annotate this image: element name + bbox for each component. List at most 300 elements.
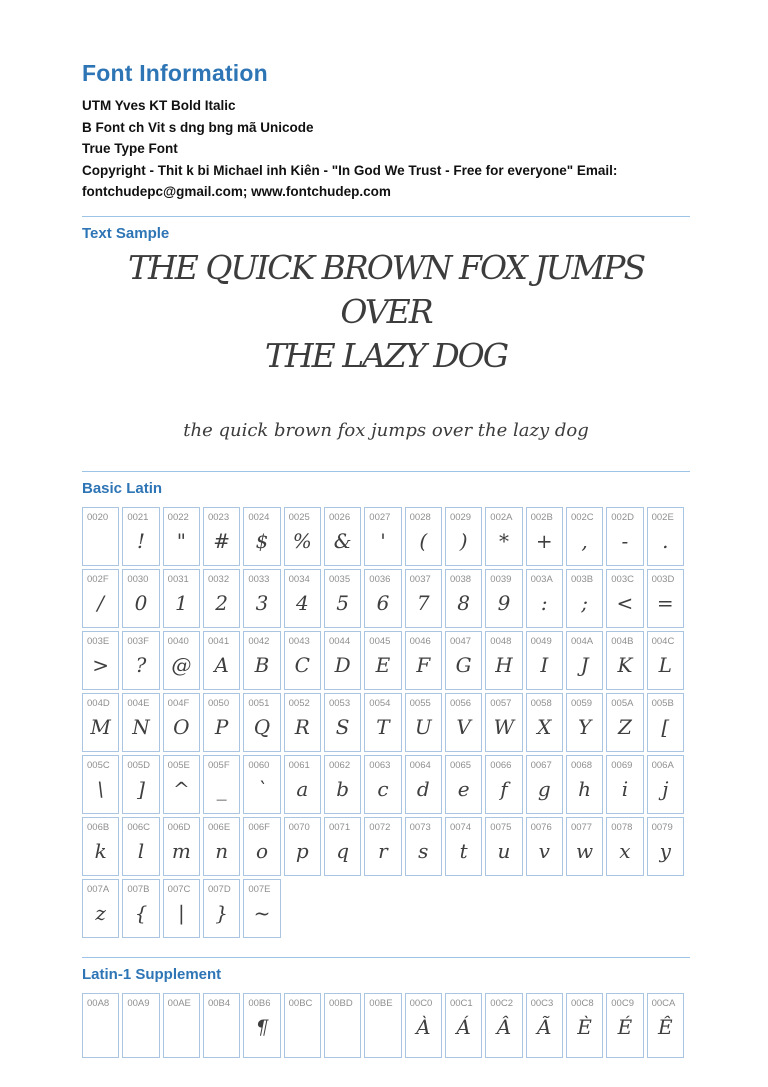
glyph-cell (122, 755, 159, 814)
codepoint-label: 0057 (490, 697, 512, 709)
codepoint-label: 002F (87, 573, 109, 585)
glyph-cell (284, 755, 321, 814)
codepoint-label: 006E (207, 821, 231, 833)
codepoint-label: 0048 (490, 635, 512, 647)
glyph: b (336, 776, 350, 801)
font-type-line: True Type Font (82, 141, 178, 156)
text-sample-heading: Text Sample (82, 224, 170, 242)
codepoint-label: 0046 (409, 635, 431, 647)
glyph: e (457, 776, 470, 801)
glyph: . (662, 528, 669, 553)
glyph: 8 (457, 590, 470, 615)
glyph-cell (122, 993, 159, 1058)
glyph: & (333, 528, 352, 553)
glyph-cell (566, 569, 603, 628)
glyph-cell (445, 993, 482, 1058)
glyph-cell (566, 631, 603, 690)
codepoint-label: 006F (248, 821, 270, 833)
codepoint-label: 0027 (369, 511, 391, 523)
glyph: Ê (657, 1014, 673, 1039)
glyph: l (137, 838, 145, 863)
glyph-cell (606, 631, 643, 690)
glyph-cell (606, 993, 643, 1058)
glyph: $ (255, 528, 269, 553)
codepoint-label: 003E (87, 635, 110, 647)
codepoint-label: 0059 (570, 697, 593, 709)
glyph-cell (324, 569, 361, 628)
glyph-cell (82, 693, 119, 752)
glyph-cell (163, 693, 200, 752)
codepoint-label: 0060 (248, 759, 270, 771)
codepoint-label: 00C3 (530, 997, 554, 1009)
codepoint-label: 00B4 (207, 997, 231, 1009)
codepoint-label: 006A (651, 759, 674, 771)
codepoint-label: 0067 (530, 759, 552, 771)
latin1-supplement-heading: Latin-1 Supplement (82, 965, 222, 983)
glyph: W (493, 714, 515, 739)
page-title: Font Information (82, 60, 268, 86)
codepoint-label: 0068 (570, 759, 593, 771)
codepoint-label: 0030 (127, 573, 149, 585)
glyph-row (82, 693, 684, 752)
glyph: V (456, 714, 471, 739)
section-divider (82, 471, 690, 472)
codepoint-label: 0072 (369, 821, 391, 833)
codepoint-label: 0035 (328, 573, 351, 585)
codepoint-label: 0023 (207, 511, 230, 523)
glyph: J (580, 652, 589, 677)
codepoint-label: 0032 (207, 573, 230, 585)
glyph-cell (526, 507, 563, 566)
codepoint-label: 0041 (207, 635, 230, 647)
glyph-cell (122, 693, 159, 752)
glyph-cell (284, 507, 321, 566)
glyph-cell (324, 693, 361, 752)
glyph-cell (364, 993, 401, 1058)
codepoint-label: 00C9 (611, 997, 634, 1009)
font-copyright-line: Copyright - Thit k bi Michael inh Kiên - "In God We Trust - Free for everyone" Email: fontchudepc@gmail.com; www.fontchudep.com (82, 162, 618, 199)
glyph: o (255, 838, 268, 863)
glyph: ] (137, 776, 145, 801)
codepoint-label: 006C (127, 821, 151, 833)
glyph: : (540, 590, 548, 615)
glyph-cell (647, 631, 684, 690)
glyph: * (498, 528, 509, 553)
glyph: k (94, 838, 107, 863)
glyph-cell (647, 817, 684, 876)
codepoint-label: 0044 (328, 635, 351, 647)
codepoint-label: 004C (651, 635, 675, 647)
glyph-cell (122, 817, 159, 876)
glyph: > (92, 652, 110, 677)
codepoint-label: 0034 (288, 573, 310, 585)
glyph: - (621, 528, 629, 553)
glyph: ; (581, 590, 588, 615)
glyph-cell (284, 631, 321, 690)
glyph: @ (171, 652, 192, 677)
section-divider (82, 216, 690, 217)
glyph: j (662, 776, 669, 801)
glyph: ) (459, 528, 468, 553)
glyph-cell (122, 569, 159, 628)
glyph-cell (324, 507, 361, 566)
glyph: d (416, 776, 430, 801)
lowercase-pangram-sample: the quick brown fox jumps over the lazy dog (183, 419, 589, 441)
codepoint-label: 0065 (449, 759, 472, 771)
glyph-cell (243, 507, 280, 566)
glyph-cell (122, 879, 159, 938)
glyph: ~ (253, 900, 271, 925)
codepoint-label: 0052 (288, 697, 310, 709)
glyph-row (82, 993, 684, 1058)
glyph: H (495, 652, 513, 677)
codepoint-label: 002C (570, 511, 594, 523)
glyph-cell (405, 507, 442, 566)
codepoint-label: 0055 (409, 697, 431, 709)
glyph-cell (284, 817, 321, 876)
glyph: È (577, 1014, 592, 1039)
glyph-cell (526, 569, 563, 628)
glyph: É (617, 1014, 633, 1039)
glyph: U (414, 714, 432, 739)
glyph-cell (445, 693, 482, 752)
glyph: Á (456, 1014, 471, 1039)
glyph-row (82, 879, 684, 938)
glyph-cell (445, 755, 482, 814)
glyph-cell (243, 569, 280, 628)
codepoint-label: 004A (570, 635, 594, 647)
codepoint-label: 002B (530, 511, 553, 523)
glyph-cell (82, 755, 119, 814)
glyph: % (292, 528, 312, 553)
codepoint-label: 00AE (167, 997, 191, 1009)
glyph-cell (606, 693, 643, 752)
glyph: D (334, 652, 351, 677)
glyph-cell (405, 569, 442, 628)
glyph-cell (284, 693, 321, 752)
glyph-cell (485, 569, 522, 628)
glyph-cell (606, 817, 643, 876)
glyph: ? (135, 652, 147, 677)
glyph-cell (647, 993, 684, 1058)
glyph-cell (364, 755, 401, 814)
glyph: t (459, 838, 468, 863)
codepoint-label: 00BC (288, 997, 313, 1009)
codepoint-label: 0036 (369, 573, 391, 585)
codepoint-label: 0070 (288, 821, 310, 833)
codepoint-label: 007D (207, 883, 231, 895)
glyph: y (659, 838, 671, 863)
glyph: F (416, 652, 431, 677)
codepoint-label: 005E (167, 759, 190, 771)
uppercase-pangram-line2: THE LAZY DOG (264, 335, 508, 375)
glyph: K (617, 652, 633, 677)
glyph: c (377, 776, 389, 801)
glyph: ¶ (255, 1014, 269, 1039)
glyph-cell (647, 569, 684, 628)
glyph: 1 (174, 590, 188, 615)
glyph: / (97, 590, 105, 615)
codepoint-label: 0022 (167, 511, 189, 523)
codepoint-label: 0064 (409, 759, 431, 771)
codepoint-label: 0037 (409, 573, 431, 585)
glyph-cell (82, 993, 119, 1058)
codepoint-label: 005B (651, 697, 674, 709)
glyph-cell (163, 879, 200, 938)
glyph-cell (284, 569, 321, 628)
basic-latin-table (79, 504, 687, 941)
codepoint-label: 003A (530, 573, 553, 585)
codepoint-label: 0033 (248, 573, 270, 585)
glyph-cell (566, 755, 603, 814)
codepoint-label: 00C8 (570, 997, 594, 1009)
codepoint-label: 00CA (651, 997, 676, 1009)
codepoint-label: 0078 (611, 821, 633, 833)
glyph-cell (405, 693, 442, 752)
codepoint-label: 0031 (167, 573, 189, 585)
codepoint-label: 007B (127, 883, 150, 895)
glyph-row (82, 755, 684, 814)
codepoint-label: 0066 (490, 759, 512, 771)
codepoint-label: 004E (127, 697, 150, 709)
codepoint-label: 0054 (369, 697, 391, 709)
glyph-cell (82, 569, 119, 628)
glyph-cell (606, 569, 643, 628)
glyph: _ (216, 776, 227, 801)
section-divider (82, 957, 690, 958)
codepoint-label: 007A (87, 883, 110, 895)
glyph: P (214, 714, 229, 739)
glyph: h (578, 776, 592, 801)
glyph-cell (122, 507, 159, 566)
glyph-cell (203, 631, 240, 690)
glyph: s (418, 838, 429, 863)
codepoint-label: 0043 (288, 635, 310, 647)
glyph: S (335, 714, 350, 739)
glyph-cell (364, 507, 401, 566)
glyph-cell (163, 755, 200, 814)
glyph-cell (485, 631, 522, 690)
glyph: w (576, 838, 594, 863)
codepoint-label: 0029 (449, 511, 472, 523)
glyph-cell (324, 755, 361, 814)
codepoint-label: 0061 (288, 759, 310, 771)
codepoint-label: 006D (167, 821, 191, 833)
codepoint-label: 0053 (328, 697, 351, 709)
codepoint-label: 0024 (248, 511, 270, 523)
codepoint-label: 0056 (449, 697, 472, 709)
codepoint-label: 0026 (328, 511, 351, 523)
codepoint-label: 002D (611, 511, 634, 523)
glyph: 5 (336, 590, 349, 615)
glyph: ' (380, 528, 386, 553)
glyph-cell (203, 693, 240, 752)
glyph-cell (364, 693, 401, 752)
codepoint-label: 0039 (490, 573, 512, 585)
glyph-cell (243, 755, 280, 814)
glyph: < (616, 590, 634, 615)
glyph: { (134, 900, 148, 925)
uppercase-pangram-line1: THE QUICK BROWN FOX JUMPS OVER (127, 247, 645, 331)
codepoint-label: 0077 (570, 821, 593, 833)
codepoint-label: 007C (167, 883, 191, 895)
glyph-cell (364, 817, 401, 876)
glyph-cell (243, 693, 280, 752)
codepoint-label: 00B6 (248, 997, 271, 1009)
glyph-cell (445, 507, 482, 566)
glyph: u (497, 838, 511, 863)
glyph: 9 (497, 590, 511, 615)
glyph-cell (324, 631, 361, 690)
glyph-cell (122, 631, 159, 690)
glyph: 7 (416, 590, 430, 615)
glyph: v (538, 838, 550, 863)
codepoint-label: 00C2 (490, 997, 513, 1009)
glyph-cell (647, 755, 684, 814)
glyph: g (537, 776, 551, 801)
glyph-cell (163, 817, 200, 876)
uppercase-pangram-sample (82, 246, 690, 378)
glyph: m (171, 838, 191, 863)
codepoint-label: 004F (167, 697, 190, 709)
codepoint-label: 003B (570, 573, 594, 585)
codepoint-label: 0025 (288, 511, 310, 523)
glyph-cell (405, 755, 442, 814)
codepoint-label: 0071 (328, 821, 351, 833)
codepoint-label: 00BE (369, 997, 393, 1009)
glyph-cell (566, 817, 603, 876)
glyph: , (581, 528, 588, 553)
glyph-cell (405, 993, 442, 1058)
glyph-cell (324, 993, 361, 1058)
glyph: ! (136, 528, 146, 553)
glyph: M (90, 714, 111, 739)
glyph-cell (526, 631, 563, 690)
glyph: Â (496, 1014, 512, 1039)
glyph-cell (203, 879, 240, 938)
glyph-cell (243, 993, 280, 1058)
glyph-cell (566, 693, 603, 752)
codepoint-label: 005F (207, 759, 230, 771)
codepoint-label: 003C (611, 573, 634, 585)
glyph-cell (405, 631, 442, 690)
glyph-cell (606, 755, 643, 814)
glyph: B (254, 652, 270, 677)
glyph: Y (578, 714, 592, 739)
codepoint-label: 0069 (611, 759, 633, 771)
glyph: ( (419, 528, 428, 553)
glyph: Z (617, 714, 632, 739)
glyph-cell (243, 817, 280, 876)
glyph-cell (445, 631, 482, 690)
glyph: ` (256, 776, 267, 801)
glyph: z (95, 900, 106, 925)
codepoint-label: 003D (651, 573, 675, 585)
glyph-row (82, 631, 684, 690)
basic-latin-heading: Basic Latin (82, 479, 163, 497)
glyph-cell (364, 631, 401, 690)
glyph-cell (203, 569, 240, 628)
codepoint-label: 00A9 (127, 997, 150, 1009)
codepoint-label: 0020 (87, 511, 109, 523)
codepoint-label: 0049 (530, 635, 552, 647)
codepoint-label: 00A8 (87, 997, 110, 1009)
glyph: r (378, 838, 388, 863)
glyph: " (176, 528, 186, 553)
glyph: Ã (537, 1014, 552, 1039)
latin1-supplement-table (79, 990, 687, 1061)
glyph: [ (661, 714, 670, 739)
glyph-cell (445, 817, 482, 876)
glyph-cell (284, 993, 321, 1058)
codepoint-label: 007E (248, 883, 271, 895)
glyph: 0 (134, 590, 148, 615)
glyph-cell (526, 817, 563, 876)
glyph: O (173, 714, 190, 739)
font-info-block (82, 95, 690, 203)
codepoint-label: 00BD (328, 997, 353, 1009)
glyph-cell (405, 817, 442, 876)
glyph: T (376, 714, 390, 739)
glyph-cell (445, 569, 482, 628)
glyph: p (295, 838, 309, 863)
codepoint-label: 0073 (409, 821, 431, 833)
glyph-cell (364, 569, 401, 628)
glyph-cell (203, 755, 240, 814)
codepoint-label: 0021 (127, 511, 149, 523)
codepoint-label: 0074 (449, 821, 472, 833)
codepoint-label: 005C (87, 759, 110, 771)
glyph-cell (485, 507, 522, 566)
glyph: 6 (376, 590, 390, 615)
codepoint-label: 005D (127, 759, 151, 771)
glyph: A (214, 652, 229, 677)
glyph: I (540, 652, 549, 677)
codepoint-label: 0045 (369, 635, 391, 647)
codepoint-label: 005A (611, 697, 634, 709)
codepoint-label: 00C1 (449, 997, 473, 1009)
glyph-cell (243, 879, 280, 938)
glyph-cell (324, 817, 361, 876)
glyph: + (535, 528, 553, 553)
glyph-cell (203, 993, 240, 1058)
glyph: } (215, 900, 229, 925)
codepoint-label: 0040 (167, 635, 189, 647)
codepoint-label: 0062 (328, 759, 351, 771)
glyph: E (375, 652, 391, 677)
codepoint-label: 002A (490, 511, 513, 523)
glyph-cell (163, 631, 200, 690)
glyph: \ (97, 776, 105, 801)
glyph: N (132, 714, 150, 739)
codepoint-label: 0047 (449, 635, 472, 647)
glyph-row (82, 817, 684, 876)
codepoint-label: 0075 (490, 821, 512, 833)
font-unicode-line: B Font ch Vit s dng bng mã Unicode (82, 119, 314, 135)
glyph-cell (566, 507, 603, 566)
glyph-cell (485, 817, 522, 876)
glyph-cell (82, 507, 119, 566)
glyph: R (294, 714, 310, 739)
glyph: x (619, 838, 631, 863)
glyph-cell (526, 993, 563, 1058)
codepoint-label: 0076 (530, 821, 552, 833)
glyph: À (416, 1014, 431, 1039)
glyph: 2 (215, 590, 229, 615)
codepoint-label: 0079 (651, 821, 673, 833)
codepoint-label: 002E (651, 511, 674, 523)
codepoint-label: 0042 (248, 635, 270, 647)
